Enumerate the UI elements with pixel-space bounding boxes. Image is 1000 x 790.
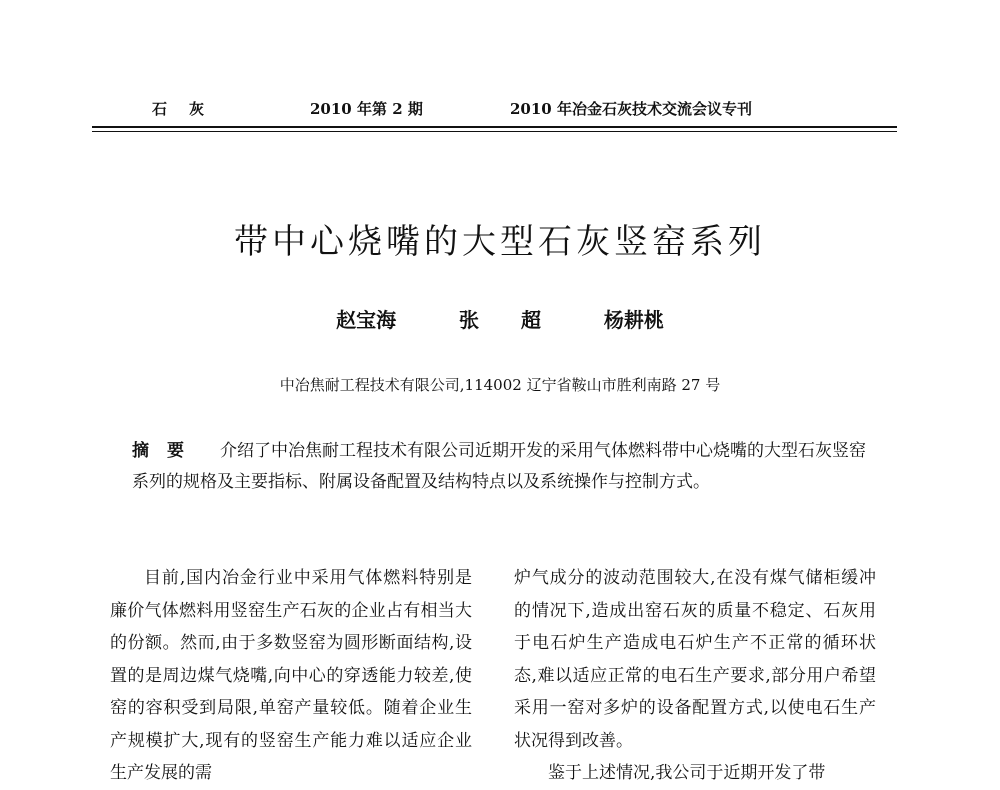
abstract-label: 摘要 [132,441,202,461]
right-paragraph-2: 鉴于上述情况,我公司于近期开发了带 [548,763,826,783]
left-paragraph: 目前,国内冶金行业中采用气体燃料特别是廉价气体燃料用竖窑生产石灰的企业占有相当大的份额。然而,由于多数竖窑为圆形断面结构,设置的是周边煤气烧嘴,向中心的穿透能力较差,使窑的容积受到局限,单窑产量较低。随着企业生产规模扩大,现有的竖窑生产能力难以适应企业生产发展的需 [110,568,472,783]
issue-number: 2010 年第 2 期 [310,100,423,118]
abstract [132,436,872,498]
affiliation: 中冶焦耐工程技术有限公司,114002 辽宁省鞍山市胜利南路 27 号 [279,376,721,394]
journal-name: 石灰 [152,100,227,118]
running-header [92,98,897,122]
body-right-column [514,562,876,790]
authors: 赵宝海 张 超 杨耕桃 [336,308,664,332]
right-paragraph-1: 炉气成分的波动范围较大,在没有煤气储柜缓冲的情况下,造成出窑石灰的质量不稳定、石灰用于电石炉生产造成电石炉生产不正常的循环状态,难以适应正常的电石生产要求,部分用户希望采用一窑对多炉的设备配置方式,以使电石生产状况得到改善。 [514,568,876,751]
body-left-column [110,562,472,790]
header-rule-thick [92,126,897,128]
header-rule-thin [92,131,897,132]
abstract-text: 介绍了中冶焦耐工程技术有限公司近期开发的采用气体燃料带中心烧嘴的大型石灰竖窑系列的规格及主要指标、附属设备配置及结构特点以及系统操作与控制方式。 [132,441,866,492]
special-issue-title: 2010 年冶金石灰技术交流会议专刊 [510,100,752,118]
paper-title: 带中心烧嘴的大型石灰竖窑系列 [234,222,766,262]
